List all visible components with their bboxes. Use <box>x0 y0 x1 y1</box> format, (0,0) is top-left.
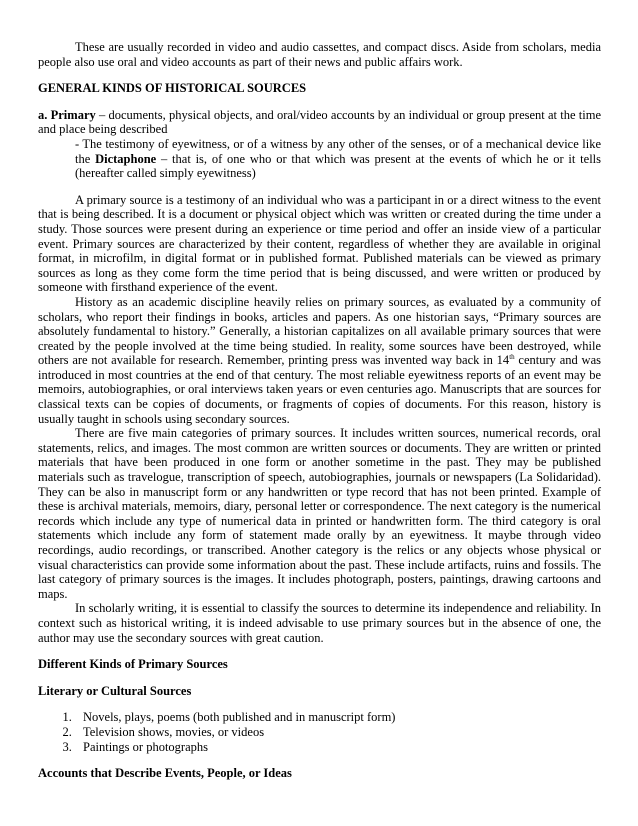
testimony-block <box>75 137 601 181</box>
categories-paragraph: There are five main categories of primary sources. It includes written sources, numerical records, oral statements, relics, and images. The most common are written sources or documents. They are written or printed materials that have been produced in one form or another sometime in the past. They may be published materials such as travelogue, transcription of speech, autobiographies, journals or newspapers (La Solidaridad). They can be also in manuscript form or any handwritten or type record that has not been printed. Example of these is archival materials, memoirs, diary, personal letter or correspondence. The next category is the numerical records which include any type of numerical data in printed or handwritten form. The third category is oral statements which include any form of statement made orally by an eyewitness. It maybe through video recordings, audio recordings, or transcribed. Another category is the relics or any objects whose physical or visual characteristics can provide some information about the past. These include artifacts, ruins and fossils. The last category of primary sources is the images. It includes photograph, posters, paintings, drawing cartoons and maps. <box>38 426 601 601</box>
intro-paragraph: These are usually recorded in video and audio cassettes, and compact discs. Aside from scholars, media people also use oral and video accounts as part of their news and public affairs work. <box>38 40 601 69</box>
history-discipline-paragraph <box>38 295 601 426</box>
section-heading-general: GENERAL KINDS OF HISTORICAL SOURCES <box>38 81 307 96</box>
section-heading-kinds: Different Kinds of Primary Sources <box>38 657 228 672</box>
testimony-text-end: – that is, of one who or that which was present at the events of which he or it tells (hereafter called simply eyewitness) <box>75 151 601 181</box>
history-text-start: History as an academic discipline heavily relies on primary sources, as evaluated by a community of scholars, who report their findings in books, articles and papers. As one historian says, “Primary sources are absolutely fundamental to history.” Generally, a historian capitalizes on all available primary sources that were created by the people involved at the time being studied. In reality, some sources have been destroyed, while others are not available for research. Remember, printing press was invented way back in 14 <box>38 294 601 368</box>
primary-definition-text: – documents, physical objects, and oral/video accounts by an individual or group present at the time and place being described <box>38 107 601 137</box>
dictaphone-term: Dictaphone <box>95 151 157 166</box>
century-superscript: th <box>509 353 515 362</box>
primary-definition <box>38 108 601 137</box>
primary-source-paragraph: A primary source is a testimony of an individual who was a participant in or a direct witness to the event that is being described. It is a document or physical object which was written or created during the time under a study. Those sources were present during an experience or time period and offer an inside view of a particular event. Primary sources are characterized by their content, regardless of whether they are available in original format, in microfilm, in digital format or in published format. Published materials can be viewed as primary sources as long as they come form the time period that is being discussed, and were written or produced by someone with firsthand experience of the event. <box>38 192 601 295</box>
literary-sources-list <box>38 710 601 754</box>
section-heading-accounts: Accounts that Describe Events, People, or Ideas <box>38 766 292 781</box>
testimony-text-start: - The testimony of eyewitness, or of a witness by any other of the senses, or of a mechanical device like the <box>75 136 601 166</box>
primary-label: a. Primary <box>38 107 96 122</box>
scholarly-writing-paragraph: In scholarly writing, it is essential to classify the sources to determine its independence and reliability. In context such as historical writing, it is indeed advisable to use primary sources but in the absence of one, the author may use the secondary sources with great caution. <box>38 601 601 645</box>
history-text-end: century and was introduced in most countries at the end of that century. The most reliable eyewitness reports of an event may be memoirs, autobiographies, or oral interviews taken years or even centuries ago. Manuscripts that are sources for classical texts can be copies of documents, or fragments of copies of documents. For this reason, history is usually taught in schools using secondary sources. <box>38 353 601 426</box>
document-page <box>38 40 601 781</box>
section-heading-literary: Literary or Cultural Sources <box>38 683 192 698</box>
list-item: 3. Paintings or photographs <box>75 740 601 755</box>
list-item: 2. Television shows, movies, or videos <box>75 725 601 740</box>
list-item: 1. Novels, plays, poems (both published and in manuscript form) <box>75 710 601 725</box>
